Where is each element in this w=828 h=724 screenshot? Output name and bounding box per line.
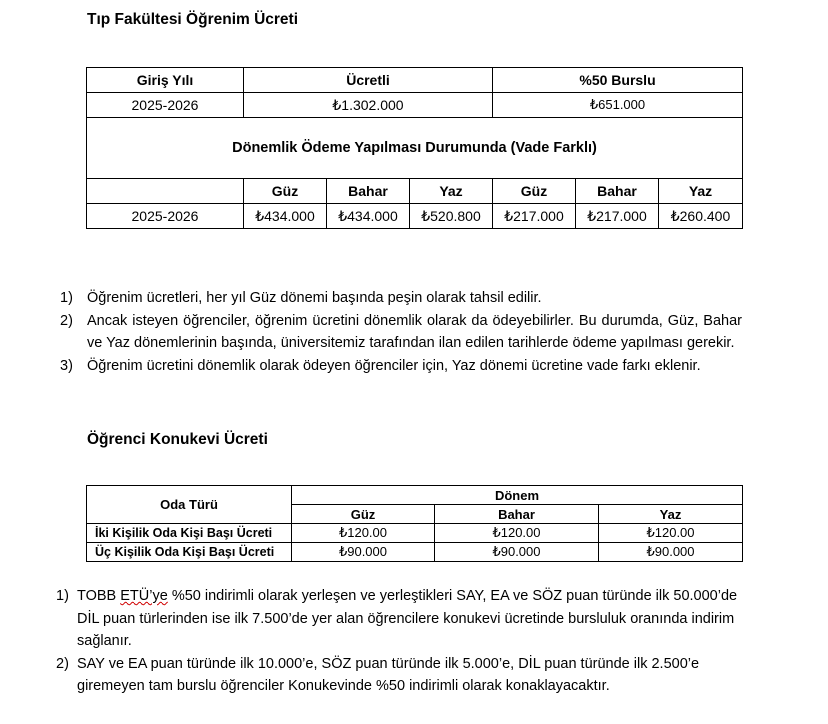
price-cell: ₺90.000 <box>292 543 435 562</box>
spellcheck-word: ETÜ’ye <box>120 588 168 604</box>
dorm-heading: Öğrenci Konukevi Ücreti <box>87 431 268 448</box>
paid-total-cell: ₺1.302.000 <box>244 93 493 118</box>
year-cell: 2025-2026 <box>87 204 244 229</box>
column-header-year: Giriş Yılı <box>87 68 244 93</box>
room-type-cell: Üç Kişilik Oda Kişi Başı Ücreti <box>87 543 292 562</box>
list-text: Öğrenim ücretleri, her yıl Güz dönemi başında peşin olarak tahsil edilir. <box>87 290 542 306</box>
term-header: Güz <box>244 179 327 204</box>
price-cell: ₺90.000 <box>435 543 599 562</box>
dorm-notes-list <box>56 585 742 698</box>
table-row <box>87 486 743 505</box>
empty-cell <box>87 179 244 204</box>
list-text: Öğrenim ücretini dönemlik olarak ödeyen öğrenciler için, Yaz dönemi ücretine vade farkı eklenir. <box>87 357 701 374</box>
table-row <box>87 524 743 543</box>
year-cell: 2025-2026 <box>87 93 244 118</box>
column-header-half-scholarship: %50 Burslu <box>493 68 743 93</box>
term-header: Bahar <box>576 179 659 204</box>
list-item <box>60 287 742 310</box>
price-cell: ₺90.000 <box>599 543 743 562</box>
list-number: 2) <box>56 655 69 672</box>
column-header-room-type: Oda Türü <box>87 486 292 524</box>
term-header: Güz <box>292 505 435 524</box>
column-header-term: Dönem <box>292 486 743 505</box>
installment-cell: ₺260.400 <box>659 204 743 229</box>
term-header: Güz <box>493 179 576 204</box>
tuition-notes-list <box>60 287 742 377</box>
table-row <box>87 118 743 179</box>
list-item <box>60 310 742 355</box>
list-item <box>56 653 742 698</box>
list-number: 2) <box>60 312 73 329</box>
list-text: Ancak isteyen öğrenciler, öğrenim ücretini dönemlik olarak da ödeyebilirler. Bu durumda, Güz, Bahar ve Yaz dönemlerinin başında, üniversitemiz tarafından ilan edilen tarihlerde ödeme yapılması gerekir. <box>87 312 742 351</box>
term-header: Bahar <box>435 505 599 524</box>
list-text-prefix: TOBB <box>77 588 121 604</box>
tuition-table <box>86 67 743 229</box>
table-row <box>87 204 743 229</box>
term-header: Yaz <box>599 505 743 524</box>
list-item <box>56 585 742 653</box>
term-header: Yaz <box>410 179 493 204</box>
list-number: 1) <box>60 290 73 306</box>
list-item <box>60 355 742 378</box>
table-row <box>87 543 743 562</box>
list-number: 3) <box>60 357 73 374</box>
table-row <box>87 93 743 118</box>
column-header-paid: Ücretli <box>244 68 493 93</box>
installment-cell: ₺434.000 <box>327 204 410 229</box>
installment-cell: ₺434.000 <box>244 204 327 229</box>
list-number: 1) <box>56 588 69 604</box>
installment-cell: ₺217.000 <box>576 204 659 229</box>
tuition-heading: Tıp Fakültesi Öğrenim Ücreti <box>87 11 299 28</box>
table-row <box>87 68 743 93</box>
term-header: Bahar <box>327 179 410 204</box>
room-type-cell: İki Kişilik Oda Kişi Başı Ücreti <box>87 524 292 543</box>
installment-cell: ₺520.800 <box>410 204 493 229</box>
price-cell: ₺120.00 <box>435 524 599 543</box>
price-cell: ₺120.00 <box>292 524 435 543</box>
dorm-table <box>86 485 743 562</box>
price-cell: ₺120.00 <box>599 524 743 543</box>
table-row <box>87 179 743 204</box>
list-text: SAY ve EA puan türünde ilk 10.000’e, SÖZ puan türünde ilk 5.000’e, DİL puan türünde ilk 2.500’e giremeyen tam burslu öğrenciler Konukevinde %50 indirimli olarak konaklayacaktır. <box>77 655 700 694</box>
installment-title: Dönemlik Ödeme Yapılması Durumunda (Vade Farklı) <box>87 118 743 179</box>
half-total-cell: ₺651.000 <box>493 93 743 118</box>
installment-cell: ₺217.000 <box>493 204 576 229</box>
term-header: Yaz <box>659 179 743 204</box>
list-text: %50 indirimli olarak yerleşen ve yerleştikleri SAY, EA ve SÖZ puan türünde ilk 50.000’de DİL puan türlerinden ise ilk 7.500’de yer alan öğrencilere konukevi ücretinde bursluluk oranında indirim sağlanır. <box>77 588 738 649</box>
